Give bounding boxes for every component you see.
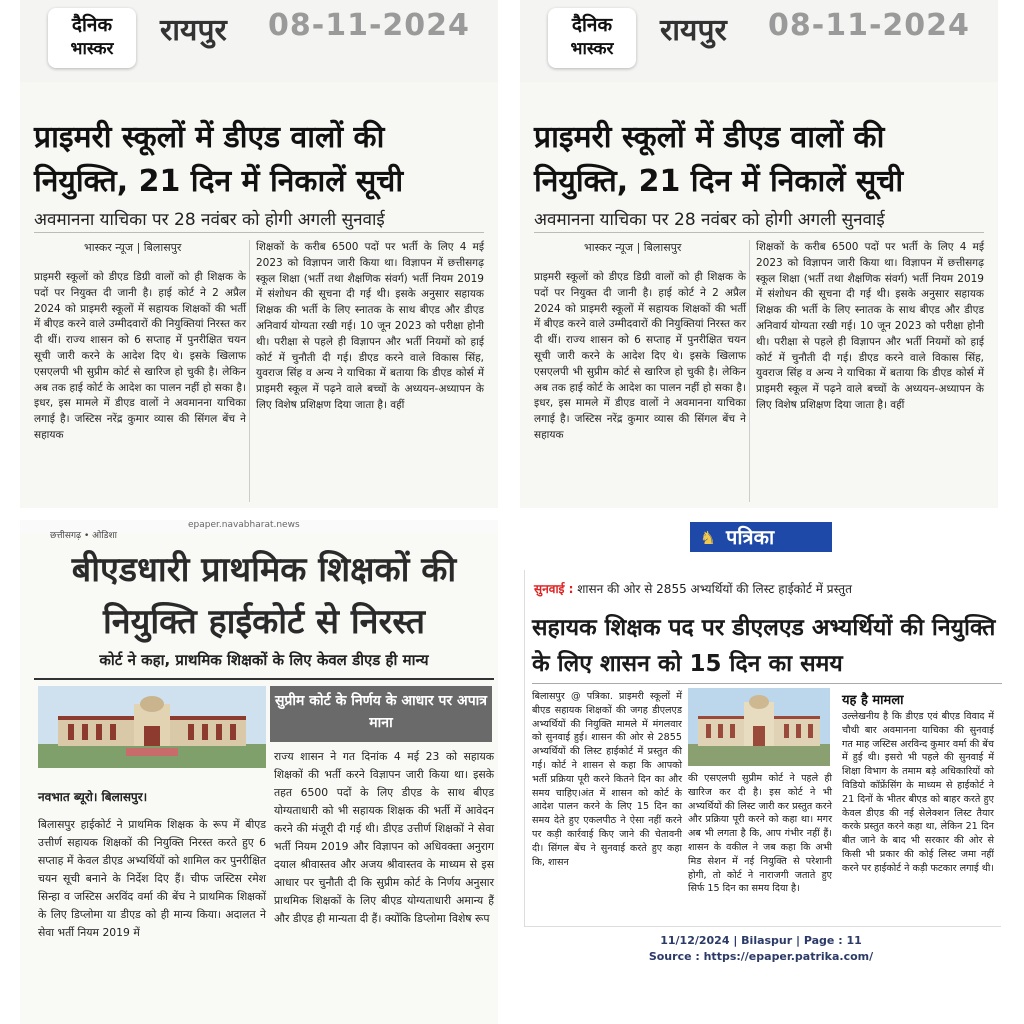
- source-url: epaper.navabharat.news: [188, 520, 300, 530]
- edition-date: 08-11-2024: [268, 8, 470, 43]
- bhaskar-masthead: [520, 0, 998, 82]
- article-column-2: की एसएलपी सुप्रीम कोर्ट ने पहले ही खारिज कर दी है। इस कोर्ट ने भी अभ्यर्थियों की लिस्ट जारी कर प्रस्तुत करने और प्रक्रिया पूरी करने को कहा था। मगर अब भी लगता है कि, आप गंभीर नहीं हैं। शासन के वकील ने जब कहा कि अभी मिड सेशन में नई नियुक्ति से परेशानी होगी, तो कोर्ट ने नाराजगी जताते हुए सिर्फ 15 दिन का समय दिया है।: [688, 773, 832, 895]
- bhaskar-clipping-left: [20, 0, 498, 508]
- article-column-2: राज्य शासन ने गत दिनांक 4 मई 23 को सहायक शिक्षकों की भर्ती करने विज्ञापन जारी किया था। इसके तहत 6500 पदों के लिए डीएड के साथ बीएड योग्यताधारी को भी सहायक शिक्षक की भर्ती में आवेदन करने की मंजूरी दी गई थी। डीएड उत्तीर्ण शिक्षकों ने सेवा भर्ती नियम 2019 और विज्ञापन को अधिवक्ता अनुराग दयाल श्रीवास्तव और अजय श्रीवास्तव के माध्यम से इस आधार पर चुनौती दी कि सुप्रीम कोर्ट के निर्णय अनुसार प्राथमिक शिक्षकों के लिए बीएड योग्यताधारी अमान्य हैं और डीएड ही मान्यता दी हैं। क्योंकि डिप्लोमा विशेष रूप: [274, 750, 494, 925]
- edition-label: छत्तीसगढ़ • ओडिशा: [50, 531, 117, 541]
- article-byline: नवभात ब्यूरो। बिलासपुर।: [38, 790, 148, 804]
- patrika-logo: ♞ पत्रिका: [690, 522, 832, 552]
- article-column-1: बिलासपुर हाईकोर्ट ने प्राथमिक शिक्षक के रूप में बीएड उत्तीर्ण सहायक शिक्षकों की नियुक्ति निरस्त करते हुए 6 सप्ताह में केवल डीएड अभ्यर्थियों को शामिल कर पुनरीक्षित चयन सूची बनाने के निर्देश दिए हैं। चीफ जस्टिस रमेश सिन्हा व जस्टिस अरविंद वर्मा की बेंच ने प्राथमिक शिक्षकों के लिए डिप्लोमा या डीएड को ही मान्य किया। अदालत ने सेवा भर्ती नियम 2019 में: [38, 818, 266, 939]
- column-divider: [749, 240, 750, 502]
- article-headline: सहायक शिक्षक पद पर डीएलएड अभ्यर्थियों की नियुक्ति के लिए शासन को 15 दिन का समय: [532, 615, 996, 677]
- article-byline: भास्कर न्यूज | बिलासपुर: [584, 241, 682, 254]
- edition-date: 08-11-2024: [768, 8, 970, 43]
- lion-emblem-icon: ♞: [699, 528, 717, 549]
- article-column-1: प्राइमरी स्कूलों को डीएड डिग्री वालों को ही शिक्षक के पदों पर नियुक्त दी जानी है। हाई कोर्ट ने 2 अप्रैल 2024 को प्राइमरी स्कूलों में सहायक शिक्षकों की भर्ती में बीएड करने वाले उम्मीदवारों की नियुक्तियां निरस्त कर दी थीं। राज्य शासन को 6 सप्ताह में पुनरीक्षित चयन सूची जारी करने के आदेश दिए थे। इसके खिलाफ एसएलपी भी सुप्रीम कोर्ट से खारिज हो चुकी है। लेकिन अब तक हाई कोर्ट के आदेश का पालन नहीं हो सका है। इधर, इस मामले में डीएड वालों ने अवमानना याचिका लगाई है। जस्टिस नरेंद्र कुमार व्यास की सिंगल बेंच ने सहायक: [534, 271, 746, 441]
- article-column-2: शिक्षकों के करीब 6500 पदों पर भर्ती के लिए 4 मई 2023 को विज्ञापन जारी किया था। विज्ञापन में छत्तीसगढ़ स्कूल शिक्षा (भर्ती तथा शैक्षणिक संवर्ग) भर्ती नियम 2019 में संशोधन की सूचना दी गई थी। इसके अनुसार सहायक शिक्षक की भर्ती के लिए स्नातक के साथ बीएड और डीएड अनिवार्य योग्यता रखी गई। 10 जून 2023 को परीक्षा होनी थी। परीक्षा से पहले ही विज्ञापन और भर्ती नियमों को हाई कोर्ट में चुनौती दी गई। डीएड करने वाले विकास सिंह, युवराज सिंह व अन्य ने याचिका में बताया कि डीएड कोर्स में प्राइमरी स्कूल में पढ़ने वाले बच्चों के अध्ययन-अध्यापन के लिए विशेष प्रशिक्षण दिया जाता है। वहीं: [256, 241, 484, 411]
- page-info: 11/12/2024 | Bilaspur | Page : 11: [660, 934, 862, 947]
- source-footer: [518, 933, 1004, 965]
- divider: [34, 232, 484, 233]
- bhaskar-clipping-right: [520, 0, 998, 508]
- article-subheadline: कोर्ट ने कहा, प्राथमिक शिक्षकों के लिए केवल डीएड ही मान्य: [99, 651, 429, 669]
- navabharat-clipping: [20, 520, 498, 1024]
- column-divider: [249, 240, 250, 502]
- article-kicker: सुनवाई : शासन की ओर से 2855 अभ्यर्थियों की लिस्ट हाईकोर्ट में प्रस्तुत: [534, 582, 852, 596]
- article-column-1: बिलासपुर @ पत्रिका. प्राइमरी स्कूलों में बीएड सहायक शिक्षकों की जगह डीएलएड अभ्यर्थियों की नियुक्ति मामले में मंगलवार को सुनवाई हुई। शासन की ओर से 2855 अभ्यर्थियों की लिस्ट हाईकोर्ट में प्रस्तुत की गई। कोर्ट ने शासन से कहा कि आपको भर्ती प्रक्रिया पूरी करने कितने दिन का और समय चाहिए।अंत में शासन को कोर्ट के आदेश पालन करने के लिए 15 दिन का समय देते हुए एकलपीठ ने ऐसा नहीं करने पर कड़ी कार्रवाई किए जाने की चेतावनी दी। सिंगल बेंच ने सुनवाई करते हुए कहा कि, शासन: [532, 691, 682, 868]
- sidebar-text: उल्लेखनीय है कि डीएड एवं बीएड विवाद में चौथी बार अवमानना याचिका की सुनवाई गत माह जस्टिस अरविन्द कुमार वर्मा की बेंच में हुई थी। इसरो भी पहले की सुनवाई में शिक्षा विभाग के तमाम बड़े अधिकारियों को विडियो कॉफ्रेंसिंग के माध्यम से हाईकोर्ट ने 21 दिनों के भीतर बीएड को बाहर करते हुए केवल डीएड की नई सेलेक्शन लिस्ट तैयार करके प्रस्तुत करने कहा था, लेकिन 21 दिन बीत जाने के बाद भी सरकार की ओर से किसी भी प्रकार की कोई लिस्ट जमा नहीं करने पर हाईकोर्ट ने कड़ी फटकार लगाई थी।: [842, 711, 994, 874]
- high-court-photo: [688, 688, 830, 766]
- divider: [532, 683, 1002, 684]
- edition-city: रायपुर: [660, 13, 727, 48]
- article-subheadline: अवमानना याचिका पर 28 नवंबर को होगी अगली सुनवाई: [534, 210, 885, 230]
- article-subheadline: अवमानना याचिका पर 28 नवंबर को होगी अगली सुनवाई: [34, 210, 385, 230]
- article-column-2: शिक्षकों के करीब 6500 पदों पर भर्ती के लिए 4 मई 2023 को विज्ञापन जारी किया था। विज्ञापन में छत्तीसगढ़ स्कूल शिक्षा (भर्ती तथा शैक्षणिक संवर्ग) भर्ती नियम 2019 में संशोधन की सूचना दी गई थी। इसके अनुसार सहायक शिक्षक की भर्ती के लिए स्नातक के साथ बीएड और डीएड अनिवार्य योग्यता रखी गई। 10 जून 2023 को परीक्षा होनी थी। परीक्षा से पहले ही विज्ञापन और भर्ती नियमों को हाई कोर्ट में चुनौती दी गई। डीएड करने वाले विकास सिंह, युवराज सिंह व अन्य ने याचिका में बताया कि डीएड कोर्स में प्राइमरी स्कूल में पढ़ने वाले बच्चों के अध्ययन-अध्यापन के लिए विशेष प्रशिक्षण दिया जाता है। वहीं: [756, 241, 984, 411]
- edition-city: रायपुर: [160, 13, 227, 48]
- article-byline: भास्कर न्यूज | बिलासपुर: [84, 241, 182, 254]
- patrika-clipping: [518, 520, 1004, 1024]
- divider: [534, 232, 984, 233]
- high-court-photo: [38, 686, 266, 768]
- source-link: Source : https://epaper.patrika.com/: [648, 950, 874, 963]
- bhaskar-logo: दैनिक भास्कर: [48, 8, 136, 68]
- article-column-1: प्राइमरी स्कूलों को डीएड डिग्री वालों को ही शिक्षक के पदों पर नियुक्त दी जानी है। हाई कोर्ट ने 2 अप्रैल 2024 को प्राइमरी स्कूलों में सहायक शिक्षकों की भर्ती में बीएड करने वाले उम्मीदवारों की नियुक्तियां निरस्त कर दी थीं। राज्य शासन को 6 सप्ताह में पुनरीक्षित चयन सूची जारी करने के आदेश दिए थे। इसके खिलाफ एसएलपी भी सुप्रीम कोर्ट से खारिज हो चुकी है। लेकिन अब तक हाई कोर्ट के आदेश का पालन नहीं हो सका है। इधर, इस मामले में डीएड वालों ने अवमानना याचिका लगाई है। जस्टिस नरेंद्र कुमार व्यास की सिंगल बेंच ने सहायक: [34, 271, 246, 441]
- article-headline: प्राइमरी स्कूलों में डीएड वालों की नियुक्ति, 21 दिन में निकालें सूची: [34, 120, 404, 199]
- highlight-box: सुप्रीम कोर्ट के निर्णय के आधार पर अपात्र माना: [270, 686, 492, 742]
- bhaskar-masthead: [20, 0, 498, 82]
- article-headline: बीएडधारी प्राथमिक शिक्षकों की नियुक्ति हाईकोर्ट से निरस्त: [71, 550, 457, 642]
- divider: [34, 678, 494, 680]
- article-headline: प्राइमरी स्कूलों में डीएड वालों की नियुक्ति, 21 दिन में निकालें सूची: [534, 120, 904, 199]
- bhaskar-logo: दैनिक भास्कर: [548, 8, 636, 68]
- sidebar-title: यह है मामला: [842, 693, 904, 708]
